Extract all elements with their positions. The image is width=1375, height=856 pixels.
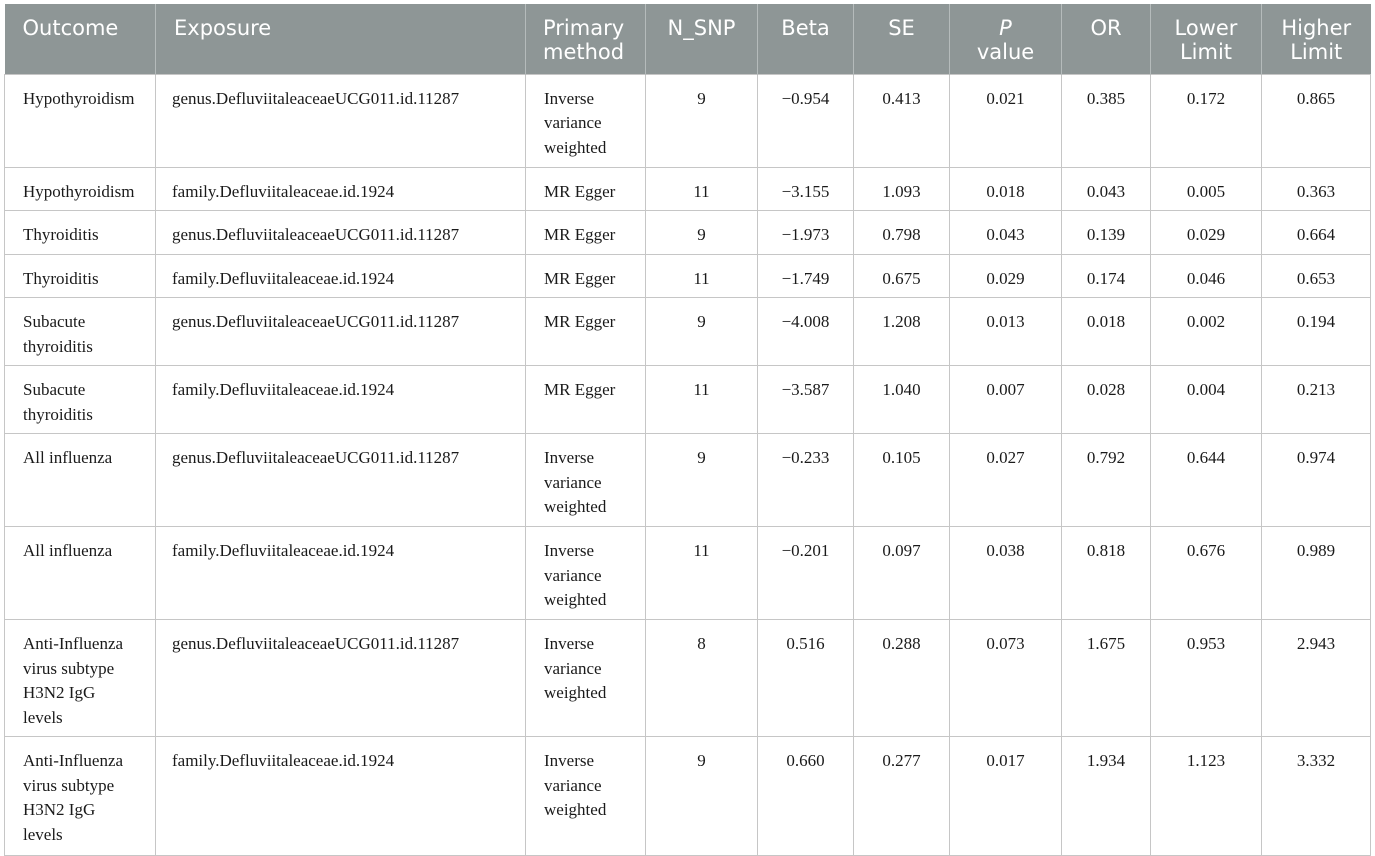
method-cell-line: MR Egger bbox=[544, 380, 616, 399]
lower-limit-cell: 0.029 bbox=[1151, 211, 1262, 255]
se-cell: 0.413 bbox=[854, 74, 950, 167]
header-lower-limit bbox=[1151, 4, 1262, 74]
outcome-cell-line: virus subtype bbox=[23, 658, 115, 678]
header-higher-limit bbox=[1262, 4, 1371, 74]
p-value-cell: 0.073 bbox=[950, 620, 1062, 737]
outcome-cell bbox=[5, 620, 156, 737]
table-row bbox=[5, 254, 1371, 298]
method-cell-line: Inverse bbox=[544, 448, 595, 467]
exposure-cell: genus.DefluviitaleaceaeUCG011.id.11287 bbox=[156, 620, 526, 737]
outcome-cell-line: levels bbox=[23, 824, 63, 844]
or-cell: 0.818 bbox=[1062, 527, 1151, 620]
p-value-cell: 0.043 bbox=[950, 211, 1062, 255]
header-higher-line2: Limit bbox=[1290, 40, 1343, 64]
higher-limit-cell: 3.332 bbox=[1262, 737, 1371, 856]
method-cell bbox=[526, 74, 646, 167]
exposure-cell: genus.DefluviitaleaceaeUCG011.id.11287 bbox=[156, 298, 526, 366]
method-cell-line: variance bbox=[544, 472, 602, 492]
n-snp-cell: 9 bbox=[646, 737, 758, 856]
method-cell bbox=[526, 211, 646, 255]
n-snp-cell: 9 bbox=[646, 211, 758, 255]
se-cell: 0.798 bbox=[854, 211, 950, 255]
or-cell: 1.934 bbox=[1062, 737, 1151, 856]
higher-limit-cell: 0.664 bbox=[1262, 211, 1371, 255]
beta-cell: −0.201 bbox=[758, 527, 854, 620]
lower-limit-cell: 0.004 bbox=[1151, 366, 1262, 434]
method-cell-line: weighted bbox=[544, 497, 607, 516]
beta-cell: −1.973 bbox=[758, 211, 854, 255]
exposure-cell: genus.DefluviitaleaceaeUCG011.id.11287 bbox=[156, 434, 526, 527]
method-cell-line: Inverse bbox=[544, 88, 595, 108]
or-cell: 0.018 bbox=[1062, 298, 1151, 366]
beta-cell: −1.749 bbox=[758, 254, 854, 298]
method-cell-line: MR Egger bbox=[544, 225, 616, 244]
outcome-cell-line: Anti-Influenza bbox=[23, 751, 124, 770]
outcome-cell-line: Thyroiditis bbox=[23, 225, 99, 244]
higher-limit-cell: 0.363 bbox=[1262, 167, 1371, 211]
or-cell: 0.028 bbox=[1062, 366, 1151, 434]
outcome-cell-line: Subacute bbox=[23, 380, 86, 399]
se-cell: 1.040 bbox=[854, 366, 950, 434]
method-cell-line: Inverse bbox=[544, 634, 595, 653]
header-outcome bbox=[5, 4, 156, 74]
exposure-cell: family.Defluviitaleaceae.id.1924 bbox=[156, 527, 526, 620]
outcome-cell-line: Thyroiditis bbox=[23, 268, 99, 288]
beta-cell: 0.516 bbox=[758, 620, 854, 737]
header-method-line2: method bbox=[543, 40, 625, 64]
se-cell: 0.288 bbox=[854, 620, 950, 737]
se-cell: 0.105 bbox=[854, 434, 950, 527]
method-cell-line: weighted bbox=[544, 800, 607, 819]
lower-limit-cell: 0.644 bbox=[1151, 434, 1262, 527]
outcome-cell bbox=[5, 254, 156, 298]
p-value-cell: 0.029 bbox=[950, 254, 1062, 298]
header-p-line2: value bbox=[976, 40, 1035, 64]
outcome-cell bbox=[5, 737, 156, 856]
exposure-cell: family.Defluviitaleaceae.id.1924 bbox=[156, 366, 526, 434]
table-row bbox=[5, 620, 1371, 737]
se-cell: 1.093 bbox=[854, 167, 950, 211]
header-exposure-label: Exposure bbox=[174, 16, 272, 40]
header-n-snp-label: N_SNP bbox=[667, 16, 736, 40]
outcome-cell-line: H3N2 IgG bbox=[23, 683, 96, 702]
beta-cell: −0.954 bbox=[758, 74, 854, 167]
method-cell bbox=[526, 366, 646, 434]
outcome-cell-line: Hypothyroidism bbox=[23, 88, 135, 108]
higher-limit-cell: 0.213 bbox=[1262, 366, 1371, 434]
table-row bbox=[5, 527, 1371, 620]
se-cell: 0.097 bbox=[854, 527, 950, 620]
method-cell-line: Inverse bbox=[544, 751, 595, 770]
table-row bbox=[5, 737, 1371, 856]
method-cell-line: variance bbox=[544, 113, 602, 132]
higher-limit-cell: 0.989 bbox=[1262, 527, 1371, 620]
header-p-italic: P bbox=[999, 16, 1012, 40]
se-cell: 1.208 bbox=[854, 298, 950, 366]
exposure-cell: genus.DefluviitaleaceaeUCG011.id.11287 bbox=[156, 211, 526, 255]
outcome-cell bbox=[5, 298, 156, 366]
outcome-cell bbox=[5, 527, 156, 620]
beta-cell: −0.233 bbox=[758, 434, 854, 527]
method-cell-line: weighted bbox=[544, 590, 607, 609]
method-cell-line: Inverse bbox=[544, 541, 595, 560]
p-value-cell: 0.007 bbox=[950, 366, 1062, 434]
lower-limit-cell: 0.676 bbox=[1151, 527, 1262, 620]
beta-cell: −3.155 bbox=[758, 167, 854, 211]
outcome-cell-line: levels bbox=[23, 707, 63, 727]
se-cell: 0.277 bbox=[854, 737, 950, 856]
header-exposure bbox=[156, 4, 526, 74]
method-cell-line: variance bbox=[544, 565, 602, 585]
lower-limit-cell: 0.172 bbox=[1151, 74, 1262, 167]
or-cell: 0.174 bbox=[1062, 254, 1151, 298]
outcome-cell-line: Subacute bbox=[23, 312, 86, 331]
outcome-cell-line: Anti-Influenza bbox=[23, 634, 124, 653]
outcome-cell-line: thyroiditis bbox=[23, 336, 93, 356]
higher-limit-cell: 0.865 bbox=[1262, 74, 1371, 167]
header-p-value bbox=[950, 4, 1062, 74]
lower-limit-cell: 0.002 bbox=[1151, 298, 1262, 366]
method-cell-line: weighted bbox=[544, 137, 607, 157]
header-se-label: SE bbox=[888, 16, 915, 40]
table-row bbox=[5, 366, 1371, 434]
p-value-cell: 0.013 bbox=[950, 298, 1062, 366]
lower-limit-cell: 1.123 bbox=[1151, 737, 1262, 856]
beta-cell: 0.660 bbox=[758, 737, 854, 856]
lower-limit-cell: 0.046 bbox=[1151, 254, 1262, 298]
header-method-line1: Primary bbox=[543, 16, 625, 40]
method-cell-line: MR Egger bbox=[544, 312, 616, 331]
method-cell-line: variance bbox=[544, 658, 602, 678]
header-outcome-label: Outcome bbox=[22, 16, 119, 40]
method-cell-line: weighted bbox=[544, 683, 607, 702]
header-n-snp bbox=[646, 4, 758, 74]
table-row bbox=[5, 298, 1371, 366]
exposure-cell: genus.DefluviitaleaceaeUCG011.id.11287 bbox=[156, 74, 526, 167]
results-table bbox=[4, 4, 1371, 856]
p-value-cell: 0.021 bbox=[950, 74, 1062, 167]
header-primary-method bbox=[526, 4, 646, 74]
method-cell bbox=[526, 434, 646, 527]
table-row bbox=[5, 74, 1371, 167]
or-cell: 0.139 bbox=[1062, 211, 1151, 255]
n-snp-cell: 11 bbox=[646, 167, 758, 211]
exposure-cell: family.Defluviitaleaceae.id.1924 bbox=[156, 167, 526, 211]
method-cell bbox=[526, 527, 646, 620]
se-cell: 0.675 bbox=[854, 254, 950, 298]
p-value-cell: 0.018 bbox=[950, 167, 1062, 211]
beta-cell: −4.008 bbox=[758, 298, 854, 366]
header-lower-line2: Limit bbox=[1179, 40, 1233, 64]
higher-limit-cell: 2.943 bbox=[1262, 620, 1371, 737]
n-snp-cell: 11 bbox=[646, 366, 758, 434]
header-higher-line1: Higher bbox=[1281, 16, 1352, 40]
method-cell-line: variance bbox=[544, 775, 602, 795]
table-row bbox=[5, 211, 1371, 255]
higher-limit-cell: 0.194 bbox=[1262, 298, 1371, 366]
n-snp-cell: 9 bbox=[646, 74, 758, 167]
header-beta-label: Beta bbox=[781, 16, 830, 40]
header-beta bbox=[758, 4, 854, 74]
lower-limit-cell: 0.953 bbox=[1151, 620, 1262, 737]
header-or bbox=[1062, 4, 1151, 74]
n-snp-cell: 11 bbox=[646, 527, 758, 620]
outcome-cell bbox=[5, 167, 156, 211]
p-value-cell: 0.038 bbox=[950, 527, 1062, 620]
outcome-cell-line: H3N2 IgG bbox=[23, 800, 96, 819]
outcome-cell bbox=[5, 211, 156, 255]
p-value-cell: 0.027 bbox=[950, 434, 1062, 527]
exposure-cell: family.Defluviitaleaceae.id.1924 bbox=[156, 254, 526, 298]
method-cell bbox=[526, 298, 646, 366]
or-cell: 0.792 bbox=[1062, 434, 1151, 527]
n-snp-cell: 9 bbox=[646, 434, 758, 527]
exposure-cell: family.Defluviitaleaceae.id.1924 bbox=[156, 737, 526, 856]
outcome-cell-line: All influenza bbox=[23, 541, 113, 560]
lower-limit-cell: 0.005 bbox=[1151, 167, 1262, 211]
header-lower-line1: Lower bbox=[1174, 16, 1238, 40]
or-cell: 0.043 bbox=[1062, 167, 1151, 211]
n-snp-cell: 8 bbox=[646, 620, 758, 737]
outcome-cell-line: All influenza bbox=[23, 448, 113, 467]
table-row bbox=[5, 167, 1371, 211]
method-cell bbox=[526, 737, 646, 856]
outcome-cell-line: thyroiditis bbox=[23, 404, 93, 424]
header-row bbox=[5, 4, 1371, 74]
method-cell-line: MR Egger bbox=[544, 268, 616, 288]
beta-cell: −3.587 bbox=[758, 366, 854, 434]
method-cell bbox=[526, 620, 646, 737]
outcome-cell bbox=[5, 434, 156, 527]
header-se bbox=[854, 4, 950, 74]
or-cell: 0.385 bbox=[1062, 74, 1151, 167]
method-cell bbox=[526, 167, 646, 211]
outcome-cell-line: virus subtype bbox=[23, 775, 115, 795]
higher-limit-cell: 0.653 bbox=[1262, 254, 1371, 298]
n-snp-cell: 9 bbox=[646, 298, 758, 366]
outcome-cell bbox=[5, 74, 156, 167]
outcome-cell bbox=[5, 366, 156, 434]
n-snp-cell: 11 bbox=[646, 254, 758, 298]
or-cell: 1.675 bbox=[1062, 620, 1151, 737]
table-body bbox=[5, 74, 1371, 856]
outcome-cell-line: Hypothyroidism bbox=[23, 181, 135, 201]
header-or-label: OR bbox=[1090, 16, 1122, 40]
higher-limit-cell: 0.974 bbox=[1262, 434, 1371, 527]
table-row bbox=[5, 434, 1371, 527]
p-value-cell: 0.017 bbox=[950, 737, 1062, 856]
method-cell-line: MR Egger bbox=[544, 181, 616, 201]
method-cell bbox=[526, 254, 646, 298]
